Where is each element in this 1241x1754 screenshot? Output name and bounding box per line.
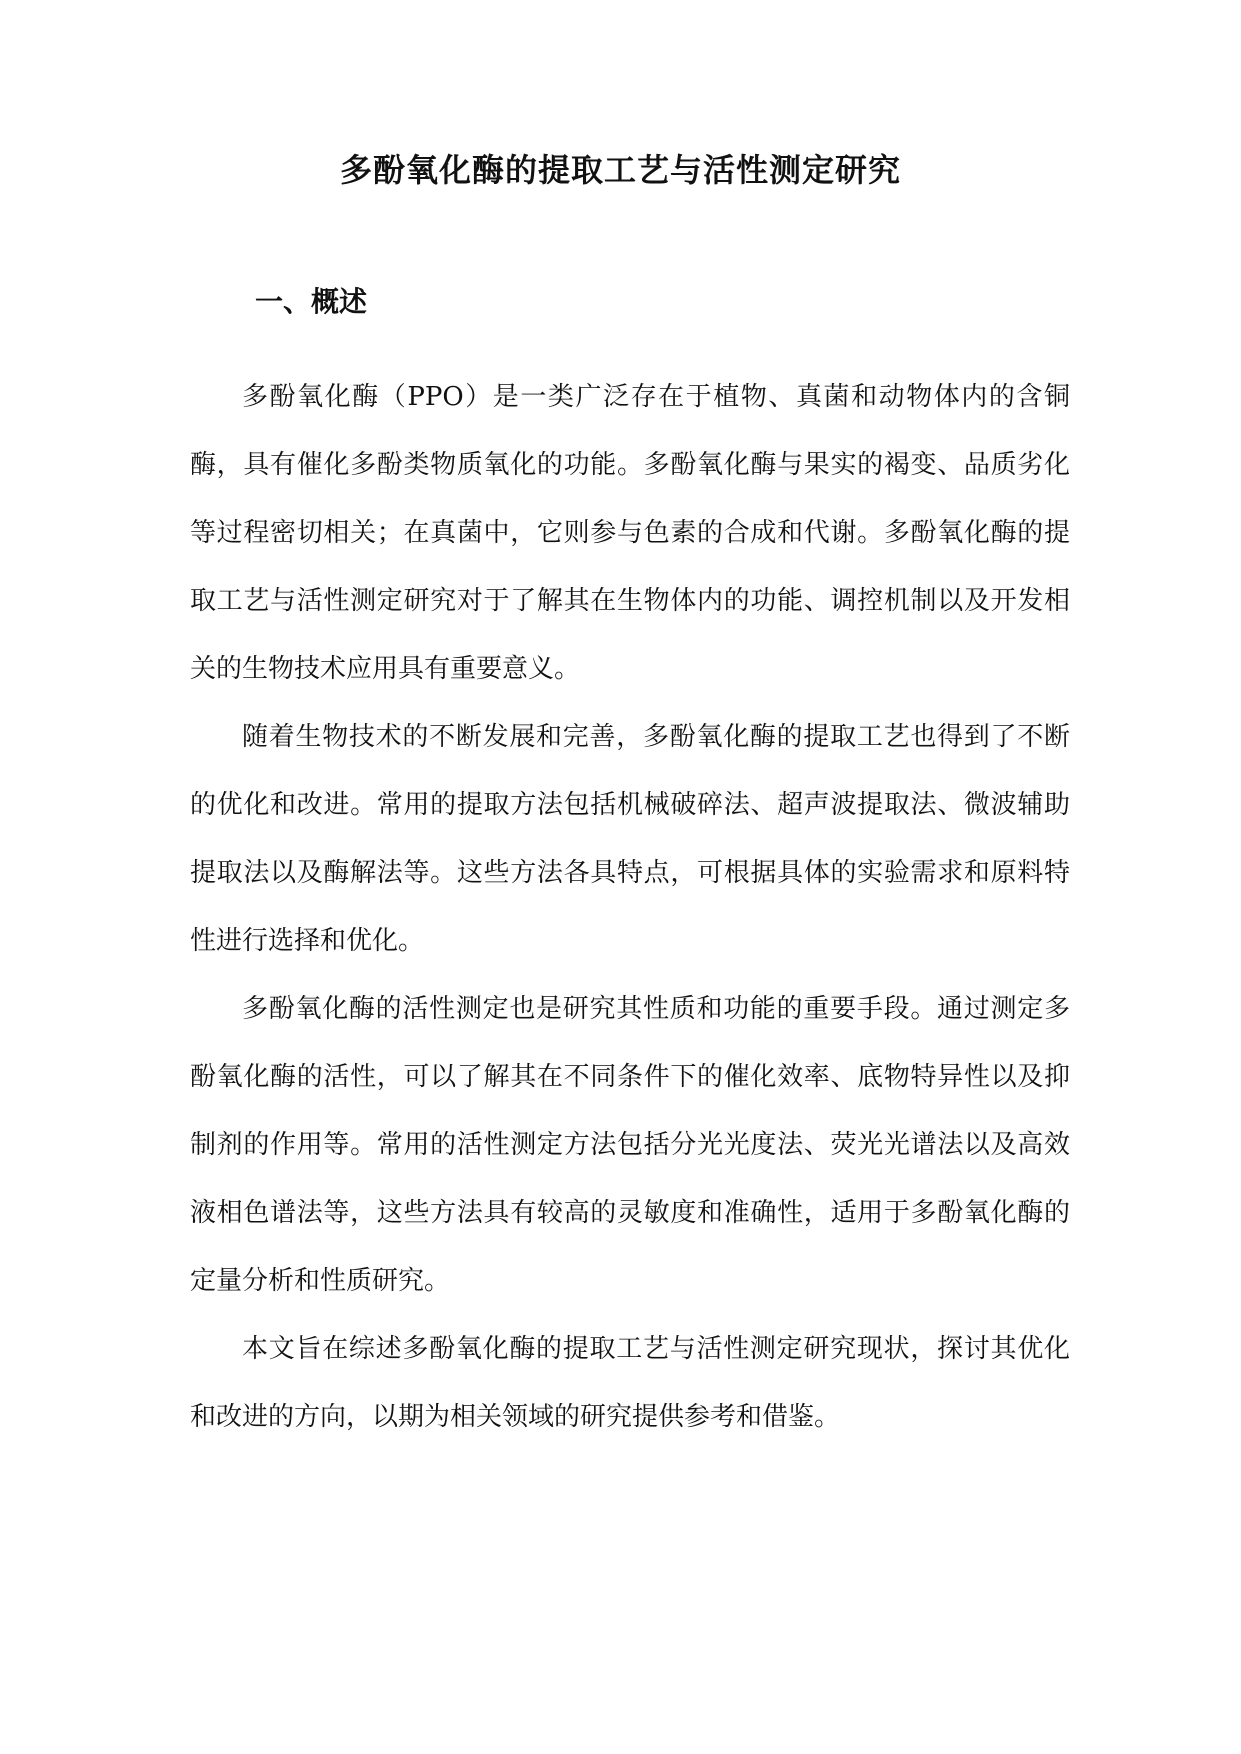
- paragraph: 随着生物技术的不断发展和完善，多酚氧化酶的提取工艺也得到了不断的优化和改进。常用的提取方法包括机械破碎法、超声波提取法、微波辅助提取法以及酶解法等。这些方法各具特点，可根据具体的实验需求和原料特性进行选择和优化。: [190, 722, 1070, 956]
- paragraph: 本文旨在综述多酚氧化酶的提取工艺与活性测定研究现状，探讨其优化和改进的方向，以期为相关领域的研究提供参考和借鉴。: [190, 1334, 1070, 1432]
- paragraph: 多酚氧化酶的活性测定也是研究其性质和功能的重要手段。通过测定多酚氧化酶的活性，可以了解其在不同条件下的催化效率、底物特异性以及抑制剂的作用等。常用的活性测定方法包括分光光度法、荧光光谱法以及高效液相色谱法等，这些方法具有较高的灵敏度和准确性，适用于多酚氧化酶的定量分析和性质研究。: [190, 994, 1070, 1296]
- document-title: 多酚氧化酶的提取工艺与活性测定研究: [339, 151, 901, 189]
- paragraph: 多酚氧化酶（PPO）是一类广泛存在于植物、真菌和动物体内的含铜酶，具有催化多酚类物质氧化的功能。多酚氧化酶与果实的褐变、品质劣化等过程密切相关；在真菌中，它则参与色素的合成和代谢。多酚氧化酶的提取工艺与活性测定研究对于了解其在生物体内的功能、调控机制以及开发相关的生物技术应用具有重要意义。: [190, 382, 1070, 684]
- section-heading: 一、概述: [255, 285, 368, 318]
- document-body: [190, 363, 1070, 1451]
